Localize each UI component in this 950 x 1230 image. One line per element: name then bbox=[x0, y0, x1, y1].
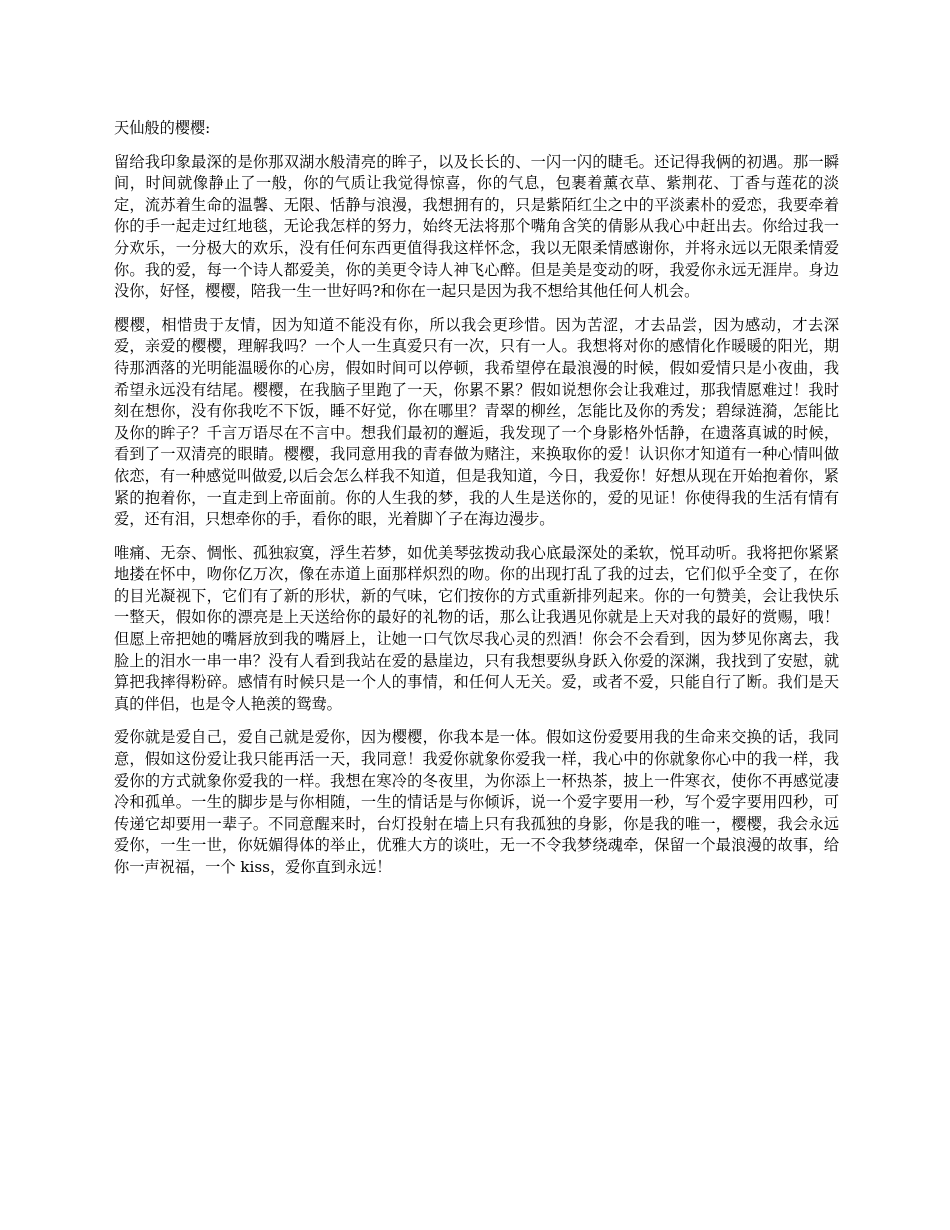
letter-paragraph-2: 樱樱，相惜贵于友情，因为知道不能没有你，所以我会更珍惜。因为苦涩，才去品尝，因为感动，才去深爱，亲爱的樱樱，理解我吗？一个人一生真爱只有一次，只有一人。我想将对你的感情化作暖暖的阳光，期待那洒落的光明能温暖你的心房，假如时间可以停顿，我希望停在最浪漫的时候，假如爱情只是小夜曲，我希望永远没有结尾。樱樱，在我脑子里跑了一天，你累不累？假如说想你会让我难过，那我情愿难过！我时刻在想你，没有你我吃不下饭，睡不好觉，你在哪里？青翠的柳丝，怎能比及你的秀发；碧绿涟漪，怎能比及你的眸子？千言万语尽在不言中。想我们最初的邂逅，我发现了一个身影格外恬静，在遗落真诚的时候，看到了一双清亮的眼睛。樱樱，我同意用我的青春做为赌注，来换取你的爱！认识你才知道有一种心情叫做依恋，有一种感觉叫做爱,以后会怎么样我不知道，但是我知道，今日，我爱你！好想从现在开始抱着你，紧紧的抱着你，一直走到上帝面前。你的人生我的梦，我的人生是送你的，爱的见证！你使得我的生活有情有爱，还有泪，只想牵你的手，看你的眼，光着脚丫子在海边漫步。 bbox=[114, 315, 839, 529]
letter-paragraph-3: 唯痛、无奈、惆怅、孤独寂寞，浮生若梦，如优美琴弦拨动我心底最深处的柔软，悦耳动听。我将把你紧紧地搂在怀中，吻你亿万次，像在赤道上面那样炽烈的吻。你的出现打乱了我的过去，它们似乎全变了，在你的目光凝视下，它们有了新的形状，新的气味，它们按你的方式重新排列起来。你的一句赞美，会让我快乐一整天，假如你的漂亮是上天送给你的最好的礼物的话，那么让我遇见你就是上天对我的最好的赏赐，哦！但愿上帝把她的嘴唇放到我的嘴唇上，让她一口气饮尽我心灵的烈酒！你会不会看到，因为梦见你离去，我脸上的泪水一串一串？没有人看到我站在爱的悬崖边，只有我想要纵身跃入你爱的深渊，我找到了安慰，就算把我摔得粉碎。感情有时候只是一个人的事情，和任何人无关。爱，或者不爱，只能自行了断。我们是天真的伴侣，也是令人艳羡的鸳鸯。 bbox=[114, 543, 839, 713]
letter-salutation: 天仙般的樱樱: bbox=[114, 119, 211, 137]
letter-paragraph-4: 爱你就是爱自己，爱自己就是爱你，因为樱樱，你我本是一体。假如这份爱要用我的生命来交换的话，我同意，假如这份爱让我只能再活一天，我同意！我爱你就象你爱我一样，我心中的你就象你心中的我一样，我爱你的方式就象你爱我的一样。我想在寒冷的冬夜里，为你添上一杯热茶，披上一件寒衣，使你不再感觉凄冷和孤单。一生的脚步是与你相随，一生的情话是与你倾诉，说一个爱字要用一秒，写个爱字要用四秒，可传递它却要用一辈子。不同意醒来时，台灯投射在墙上只有我孤独的身影，你是我的唯一，樱樱，我会永远爱你，一生一世，你妩媚得体的举止，优雅大方的谈吐，无一不令我梦绕魂牵，保留一个最浪漫的故事，给你一声祝福，一个 kiss，爱你直到永远！ bbox=[114, 728, 839, 876]
letter-paragraph-1: 留给我印象最深的是你那双湖水般清亮的眸子，以及长长的、一闪一闪的睫毛。还记得我俩的初遇。那一瞬间，时间就像静止了一般，你的气质让我觉得惊喜，你的气息，包裹着薰衣草、紫荆花、丁香与莲花的淡定，流苏着生命的温馨、无限、恬静与浪漫，我想拥有的，只是紫陌红尘之中的平淡素朴的爱恋，我要牵着你的手一起走过红地毯，无论我怎样的努力，始终无法将那个嘴角含笑的倩影从我心中赶出去。你给过我一分欢乐，一分极大的欢乐，没有任何东西更值得我这样怀念，我以无限柔情感谢你，并将永远以无限柔情爱你。我的爱，每一个诗人都爱美，你的美更令诗人神飞心醉。但是美是变动的呀，我爱你永远无涯岸。身边没你，好怪，樱樱，陪我一生一世好吗?和你在一起只是因为我不想给其他任何人机会。 bbox=[114, 152, 839, 301]
document-page bbox=[114, 118, 839, 891]
